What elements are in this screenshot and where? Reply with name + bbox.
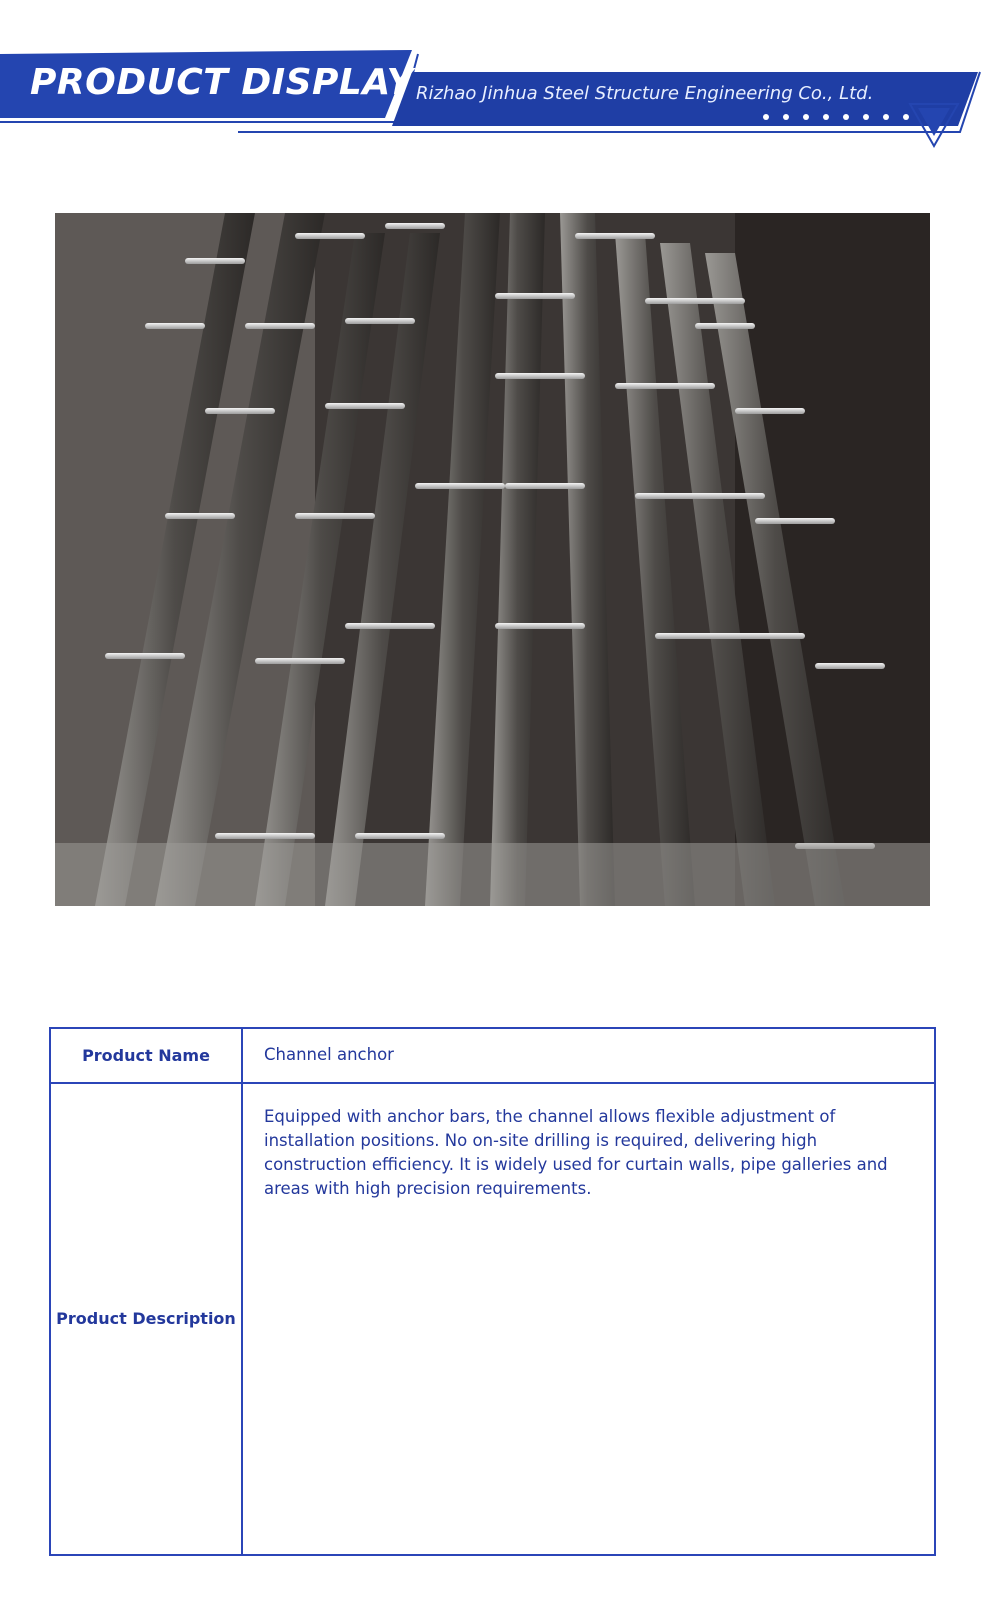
company-name: Rizhao Jinhua Steel Structure Engineering Co., Ltd. bbox=[416, 83, 874, 104]
table-row-divider bbox=[51, 1082, 934, 1084]
header-banner bbox=[0, 40, 1000, 150]
product-name-value: Channel anchor bbox=[264, 1045, 394, 1064]
product-description-value: Equipped with anchor bars, the channel allows flexible adjustment of installation positions. No on-site drilling is required, delivering high construction efficiency. It is widely used for curtain walls, pipe galleries and areas with high precision requirements. bbox=[264, 1107, 888, 1198]
page-title: PRODUCT DISPLAY bbox=[30, 62, 414, 103]
product-description-label: Product Description bbox=[56, 1309, 236, 1328]
product-name-label: Product Name bbox=[82, 1046, 210, 1065]
triangle-down-icon bbox=[908, 102, 960, 150]
product-info-table bbox=[49, 1027, 936, 1556]
channel-anchors-illustration bbox=[55, 213, 930, 906]
product-photo bbox=[55, 213, 930, 906]
table-column-divider bbox=[241, 1029, 243, 1554]
